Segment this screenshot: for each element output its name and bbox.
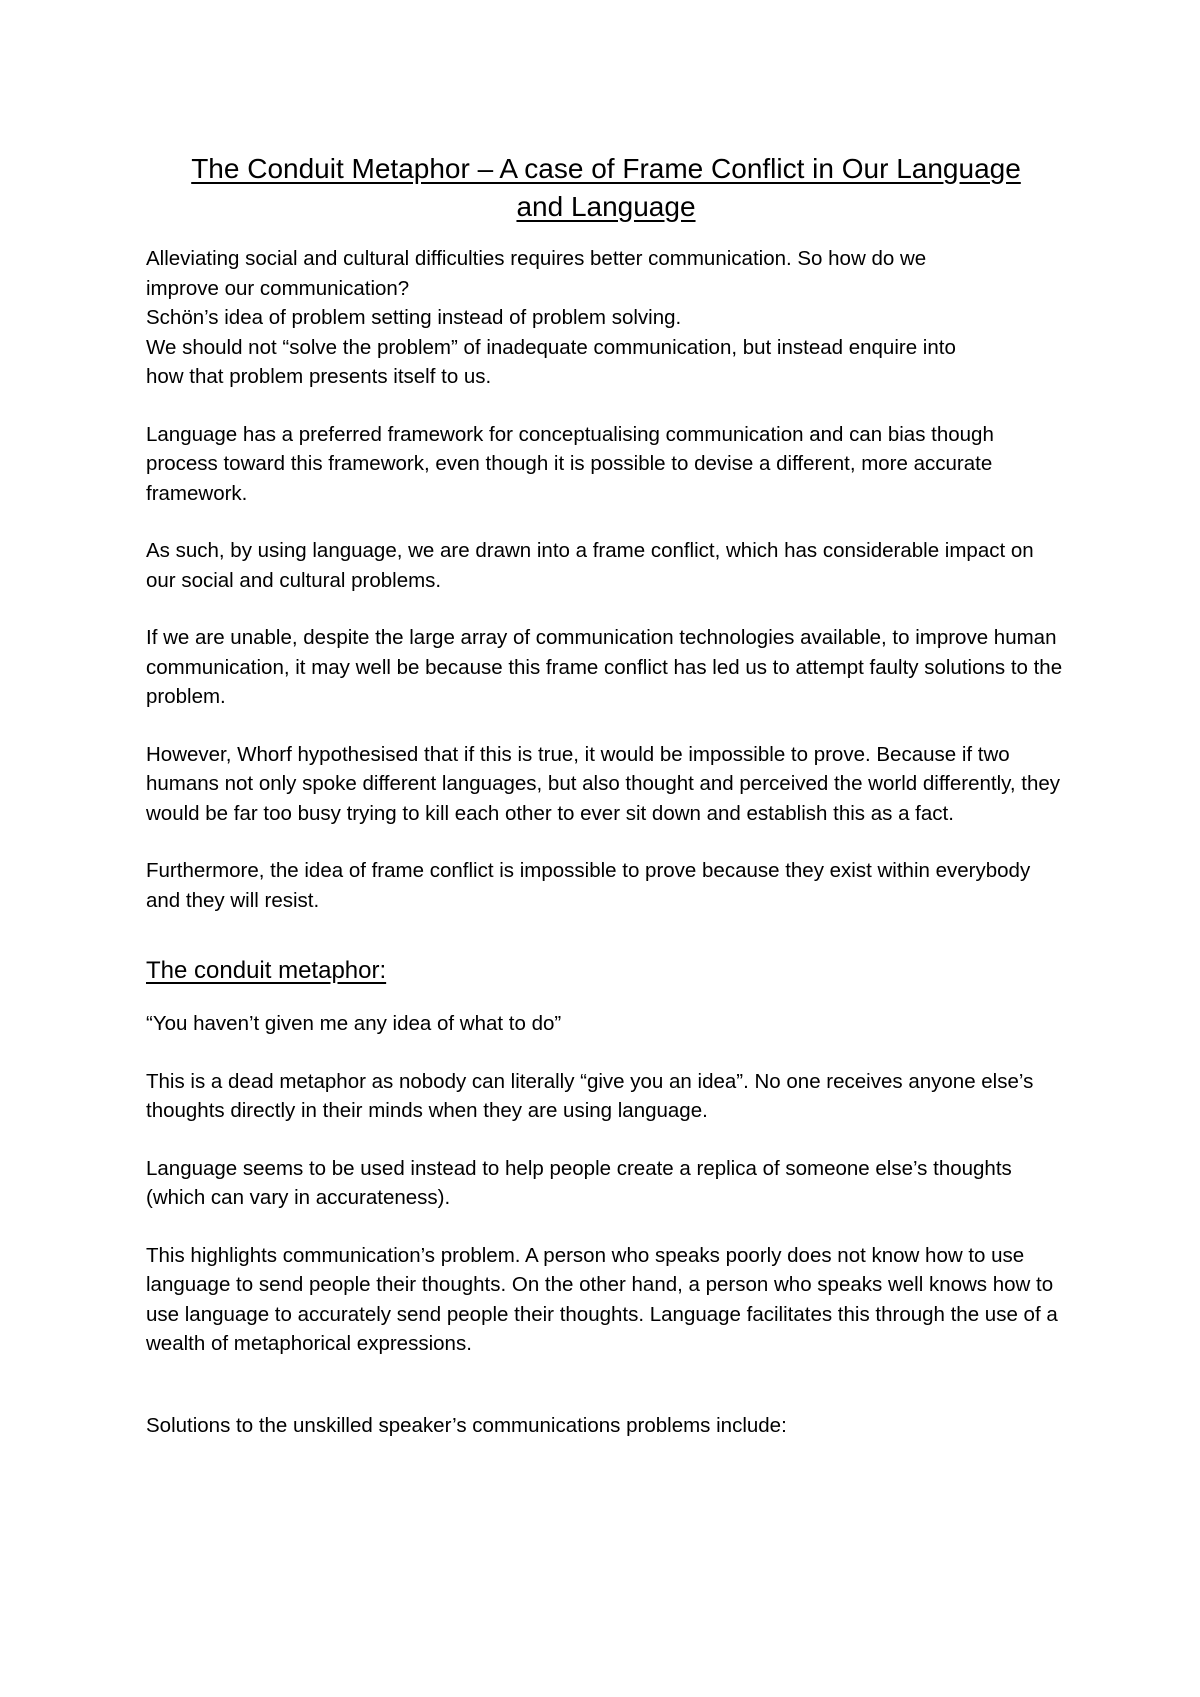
title-line-1: The Conduit Metaphor – A case of Frame Conflict in Our Language	[191, 153, 1021, 184]
paragraph-dead-metaphor: This is a dead metaphor as nobody can literally “give you an idea”. No one receives anyone else’s thoughts directly in their minds when they are using language.	[146, 1069, 1034, 1122]
paragraph-whorf: However, Whorf hypothesised that if this is true, it would be impossible to prove. Because if two humans not only spoke different languages, but also thought and perceived the world differently, they would be far too busy trying to kill each other to ever sit down and establish this as a fact.	[146, 742, 1060, 825]
paragraph-frame-conflict: As such, by using language, we are drawn into a frame conflict, which has considerable impact on our social and cultural problems.	[146, 539, 1034, 592]
intro-line-3: Schön’s idea of problem setting instead of problem solving.	[146, 306, 682, 329]
intro-paragraph	[146, 244, 1066, 392]
title-line-2: and Language	[516, 191, 696, 222]
intro-line-2: improve our communication?	[146, 276, 410, 300]
paragraph-unable: If we are unable, despite the large array of communication technologies available, to improve human communication, it may well be because this frame conflict has led us to attempt faulty solutions to the problem.	[146, 626, 1063, 708]
paragraph-quote: “You haven’t given me any idea of what to do”	[146, 1012, 562, 1035]
section-heading-conduit-metaphor: The conduit metaphor:	[146, 957, 387, 984]
paragraph-solutions: Solutions to the unskilled speaker’s communications problems include:	[146, 1413, 787, 1437]
paragraph-furthermore: Furthermore, the idea of frame conflict is impossible to prove because they exist within everybody and they will resist.	[146, 859, 1031, 912]
paragraph-highlights: This highlights communication’s problem. A person who speaks poorly does not know how to use language to send people their thoughts. On the other hand, a person who speaks well knows how to use language to accurately send people their thoughts. Language facilitates this through the use of a wealth of metaphorical expressions.	[146, 1243, 1058, 1355]
paragraph-framework: Language has a preferred framework for conceptualising communication and can bias though process toward this framework, even though it is possible to devise a different, more accurate framework.	[146, 422, 994, 505]
intro-line-1: Alleviating social and cultural difficulties requires better communication. So how do we	[146, 247, 927, 270]
document-body	[146, 150, 1066, 1468]
intro-line-4: We should not “solve the problem” of inadequate communication, but instead enquire into	[146, 335, 956, 359]
paragraph-replica: Language seems to be used instead to help people create a replica of someone else’s thoughts (which can vary in accurateness).	[146, 1156, 1012, 1209]
document-title	[146, 150, 1066, 226]
intro-line-5: how that problem presents itself to us.	[146, 365, 492, 388]
